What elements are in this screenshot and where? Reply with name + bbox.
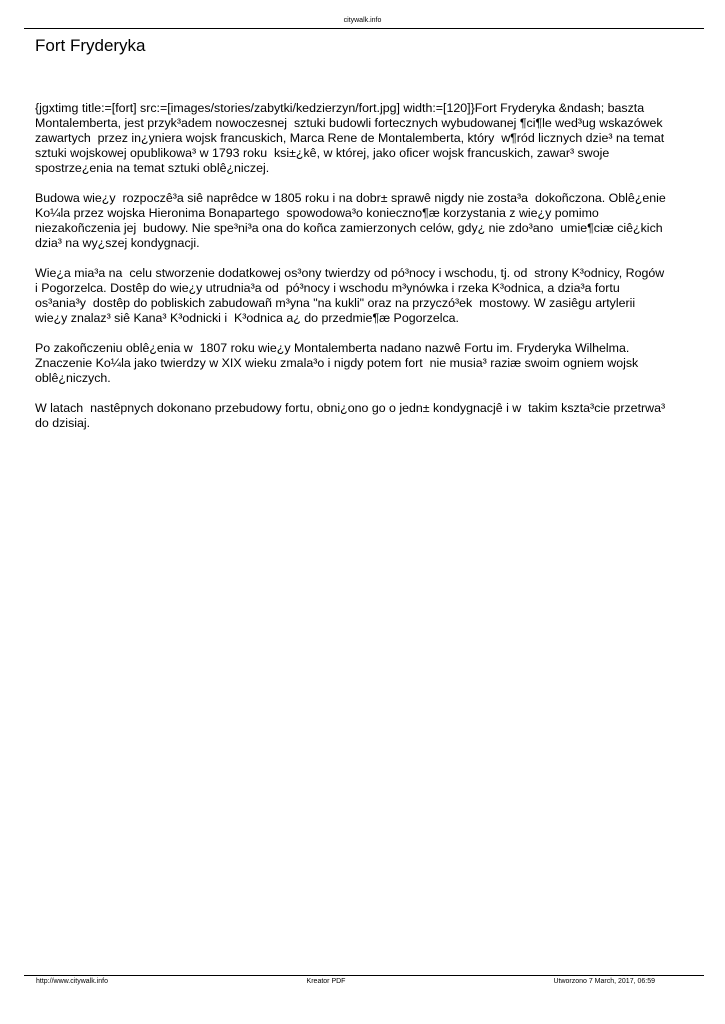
article-paragraph: {jgxtimg title:=[fort] src:=[images/stories/zabytki/kedzierzyn/fort.jpg] width:=[120]}Fort Fryderyka &ndash; baszta Montalemberta, jest przyk³adem nowoczesnej sztuki budowli fortecznych wybudowanej ¶ci¶le wed³ug wskazówek zawartych przez in¿yniera wojsk francuskich, Marca Rene de Montalemberta, który w¶ród licznych dzie³ na temat sztuki wojskowej opublikowa³ w 1793 roku ksi±¿kê, w której, jako oficer wojsk francuskich, zawar³ swoje spostrze¿enia na temat sztuki oblê¿niczej. [35, 101, 668, 175]
footer-creator: Kreator PDF [306, 978, 346, 985]
site-header: citywalk.info [343, 17, 382, 24]
footer-created-date: Utworzono 7 March, 2017, 06:59 [553, 978, 655, 985]
article-paragraph: W latach nastêpnych dokonano przebudowy fortu, obni¿ono go o jedn± kondygnacjê i w takim kszta³cie przetrwa³ do dzisiaj. [35, 401, 669, 430]
article-paragraph: Po zakoñczeniu oblê¿enia w 1807 roku wie¿y Montalemberta nadano nazwê Fortu im. Fryderyka Wilhelma. Znaczenie Ko¼la jako twierdzy w XIX wieku zmala³o i nigdy potem fort nie musia³ raziæ swoim ogniem wojsk oblê¿niczych. [35, 341, 642, 385]
header-divider [24, 28, 704, 29]
article-paragraph: Wie¿a mia³a na celu stworzenie dodatkowej os³ony twierdzy od pó³nocy i wschodu, tj. od strony K³odnicy, Rogów i Pogorzelca. Dostêp do wie¿y utrudnia³a od pó³nocy i wschodu m³ynówka i rzeka K³odnica, a dzia³a fortu os³ania³y dostêp do pobliskich zabudowañ m³yna "na kukli" oraz na przyczó³ek mostowy. W zasiêgu artylerii wie¿y znalaz³ siê Kana³ K³odnicki i K³odnica a¿ do przedmie¶æ Pogorzelca. [35, 266, 668, 325]
page-title: Fort Fryderyka [35, 36, 146, 55]
footer-divider [24, 975, 704, 976]
article-body [35, 101, 670, 446]
article-paragraph: Budowa wie¿y rozpoczê³a siê naprêdce w 1805 roku i na dobr± sprawê nigdy nie zosta³a dokoñczona. Oblê¿enie Ko¼la przez wojska Hieronima Bonapartego spowodowa³o konieczno¶æ korzystania z wie¿y pomimo niezakoñczenia jej budowy. Nie spe³ni³a ona do koñca zamierzonych celów, gdy¿ nie zdo³ano umie¶ciæ ciê¿kich dzia³ na wy¿szej kondygnacji. [35, 191, 670, 250]
footer-url: http://www.citywalk.info [36, 978, 108, 985]
